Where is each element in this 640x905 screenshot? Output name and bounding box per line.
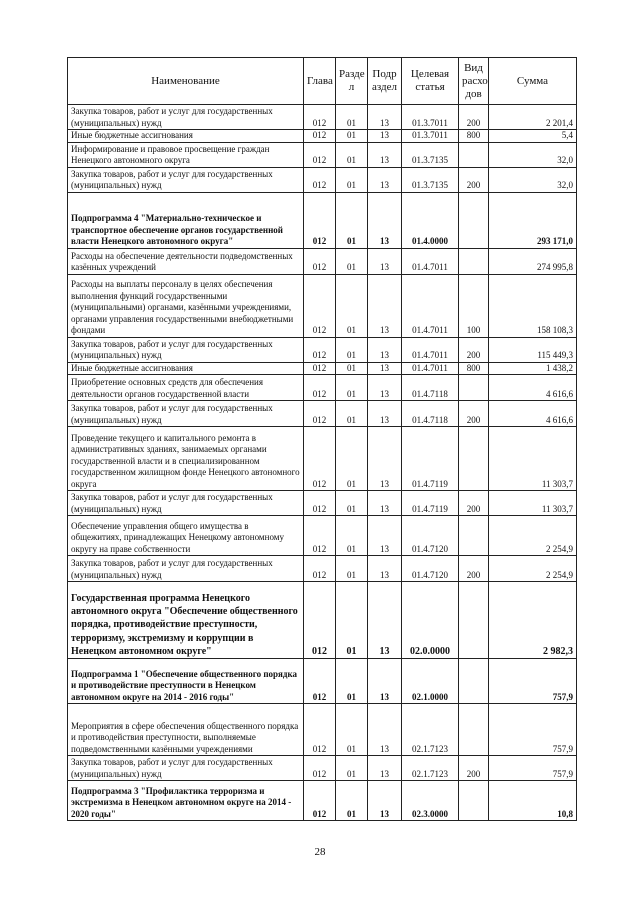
row-sum: 293 171,0	[489, 192, 577, 248]
header-target: Целевая статья	[402, 58, 459, 105]
row-razdel: 01	[336, 337, 368, 362]
row-razdel: 01	[336, 491, 368, 516]
row-target: 01.4.7120	[402, 516, 459, 556]
table-row	[68, 756, 577, 781]
row-sum: 5,4	[489, 130, 577, 143]
row-razdel: 01	[336, 516, 368, 556]
row-razdel: 01	[336, 167, 368, 192]
header-row	[68, 58, 577, 105]
row-sum: 757,9	[489, 756, 577, 781]
row-glava: 012	[304, 375, 336, 401]
row-podrazdel: 13	[368, 781, 402, 821]
row-vid	[459, 582, 489, 659]
row-podrazdel: 13	[368, 659, 402, 704]
header-podrazdel: Подр аздел	[368, 58, 402, 105]
row-razdel: 01	[336, 582, 368, 659]
row-vid	[459, 516, 489, 556]
row-target: 01.4.7119	[402, 491, 459, 516]
row-razdel: 01	[336, 362, 368, 375]
row-sum: 4 616,6	[489, 375, 577, 401]
row-target: 01.3.7011	[402, 130, 459, 143]
row-razdel: 01	[336, 375, 368, 401]
row-glava: 012	[304, 192, 336, 248]
row-sum: 158 108,3	[489, 274, 577, 337]
row-podrazdel: 13	[368, 582, 402, 659]
row-sum: 2 982,3	[489, 582, 577, 659]
row-podrazdel: 13	[368, 704, 402, 756]
row-sum: 757,9	[489, 659, 577, 704]
table-row	[68, 167, 577, 192]
row-podrazdel: 13	[368, 427, 402, 491]
row-vid	[459, 192, 489, 248]
row-target: 01.4.7011	[402, 362, 459, 375]
row-name: Подпрограмма 1 "Обеспечение общественного порядка и противодействие преступности в Ненецком автономном округе на 2014 - 2016 годы"	[68, 659, 304, 704]
row-name: Закупка товаров, работ и услуг для государственных (муниципальных) нужд	[68, 337, 304, 362]
row-podrazdel: 13	[368, 516, 402, 556]
row-name: Иные бюджетные ассигнования	[68, 130, 304, 143]
row-target: 01.3.7135	[402, 142, 459, 167]
row-podrazdel: 13	[368, 556, 402, 582]
header-glava: Глава	[304, 58, 336, 105]
row-name: Закупка товаров, работ и услуг для государственных (муниципальных) нужд	[68, 556, 304, 582]
row-name: Закупка товаров, работ и услуг для государственных (муниципальных) нужд	[68, 491, 304, 516]
table-row	[68, 781, 577, 821]
table-row	[68, 516, 577, 556]
table-row	[68, 142, 577, 167]
table-row	[68, 274, 577, 337]
row-glava: 012	[304, 248, 336, 274]
table-row	[68, 659, 577, 704]
row-podrazdel: 13	[368, 401, 402, 427]
row-podrazdel: 13	[368, 362, 402, 375]
row-target: 02.3.0000	[402, 781, 459, 821]
row-glava: 012	[304, 401, 336, 427]
table-row	[68, 130, 577, 143]
row-target: 01.4.7118	[402, 375, 459, 401]
row-sum: 757,9	[489, 704, 577, 756]
row-podrazdel: 13	[368, 337, 402, 362]
row-glava: 012	[304, 105, 336, 130]
row-target: 02.1.7123	[402, 756, 459, 781]
row-target: 02.1.7123	[402, 704, 459, 756]
row-podrazdel: 13	[368, 375, 402, 401]
row-glava: 012	[304, 756, 336, 781]
header-sum: Сумма	[489, 58, 577, 105]
row-razdel: 01	[336, 756, 368, 781]
row-name: Закупка товаров, работ и услуг для государственных (муниципальных) нужд	[68, 756, 304, 781]
row-target: 02.0.0000	[402, 582, 459, 659]
table-row	[68, 704, 577, 756]
row-name: Обеспечение управления общего имущества в общежитиях, принадлежащих Ненецкому автономному округу на праве собственности	[68, 516, 304, 556]
row-sum: 32,0	[489, 167, 577, 192]
row-razdel: 01	[336, 781, 368, 821]
row-glava: 012	[304, 556, 336, 582]
row-name: Проведение текущего и капитального ремонта в административных зданиях, занимаемых органами государственной власти и в специализированном государственном жилищном фонде Ненецкого автономного округа	[68, 427, 304, 491]
row-vid	[459, 781, 489, 821]
header-name: Наименование	[68, 58, 304, 105]
row-glava: 012	[304, 167, 336, 192]
row-sum: 274 995,8	[489, 248, 577, 274]
table-row	[68, 401, 577, 427]
row-razdel: 01	[336, 659, 368, 704]
row-podrazdel: 13	[368, 274, 402, 337]
row-target: 01.4.7118	[402, 401, 459, 427]
row-razdel: 01	[336, 427, 368, 491]
row-glava: 012	[304, 142, 336, 167]
row-target: 02.1.0000	[402, 659, 459, 704]
row-razdel: 01	[336, 192, 368, 248]
row-podrazdel: 13	[368, 142, 402, 167]
row-podrazdel: 13	[368, 130, 402, 143]
row-sum: 2 254,9	[489, 556, 577, 582]
row-glava: 012	[304, 274, 336, 337]
table-row	[68, 192, 577, 248]
row-sum: 115 449,3	[489, 337, 577, 362]
table-row	[68, 337, 577, 362]
row-razdel: 01	[336, 556, 368, 582]
table-row	[68, 582, 577, 659]
row-target: 01.4.0000	[402, 192, 459, 248]
row-vid: 200	[459, 756, 489, 781]
table-row	[68, 375, 577, 401]
row-target: 01.3.7011	[402, 105, 459, 130]
row-name: Расходы на выплаты персоналу в целях обеспечения выполнения функций государственными (муниципальными) органами, казёнными учреждениями, органами управления государственными внебюджетными фондами	[68, 274, 304, 337]
row-name: Государственная программа Ненецкого автономного округа "Обеспечение общественного порядка, противодействие преступности, терроризму, экстремизму и коррупции в Ненецком автономном округе"	[68, 582, 304, 659]
table-row	[68, 248, 577, 274]
row-target: 01.3.7135	[402, 167, 459, 192]
row-razdel: 01	[336, 401, 368, 427]
row-name: Информирование и правовое просвещение граждан Ненецкого автономного округа	[68, 142, 304, 167]
row-vid	[459, 375, 489, 401]
row-sum: 2 254,9	[489, 516, 577, 556]
row-name: Иные бюджетные ассигнования	[68, 362, 304, 375]
row-podrazdel: 13	[368, 167, 402, 192]
row-name: Подпрограмма 3 "Профилактика терроризма и экстремизма в Ненецком автономном округе на 2014 - 2020 годы"	[68, 781, 304, 821]
row-vid	[459, 704, 489, 756]
row-razdel: 01	[336, 105, 368, 130]
header-razdel: Разде л	[336, 58, 368, 105]
row-target: 01.4.7011	[402, 248, 459, 274]
row-vid: 800	[459, 362, 489, 375]
row-name: Подпрограмма 4 "Материально-техническое и транспортное обеспечение органов государственной власти Ненецкого автономного округа"	[68, 192, 304, 248]
row-sum: 11 303,7	[489, 427, 577, 491]
page-number: 28	[314, 846, 326, 858]
row-vid: 200	[459, 401, 489, 427]
row-podrazdel: 13	[368, 192, 402, 248]
row-glava: 012	[304, 130, 336, 143]
row-glava: 012	[304, 362, 336, 375]
row-razdel: 01	[336, 704, 368, 756]
row-vid: 100	[459, 274, 489, 337]
row-name: Закупка товаров, работ и услуг для государственных (муниципальных) нужд	[68, 105, 304, 130]
table-row	[68, 427, 577, 491]
table-row	[68, 105, 577, 130]
row-vid	[459, 659, 489, 704]
row-glava: 012	[304, 491, 336, 516]
row-glava: 012	[304, 704, 336, 756]
row-sum: 4 616,6	[489, 401, 577, 427]
row-vid	[459, 427, 489, 491]
row-podrazdel: 13	[368, 491, 402, 516]
budget-table	[67, 57, 577, 821]
row-sum: 11 303,7	[489, 491, 577, 516]
row-glava: 012	[304, 781, 336, 821]
row-glava: 012	[304, 516, 336, 556]
row-podrazdel: 13	[368, 248, 402, 274]
row-target: 01.4.7011	[402, 274, 459, 337]
row-name: Приобретение основных средств для обеспечения деятельности органов государственной власти	[68, 375, 304, 401]
row-glava: 012	[304, 337, 336, 362]
row-vid: 200	[459, 556, 489, 582]
table-row	[68, 362, 577, 375]
row-vid: 200	[459, 105, 489, 130]
row-glava: 012	[304, 659, 336, 704]
row-razdel: 01	[336, 142, 368, 167]
row-sum: 2 201,4	[489, 105, 577, 130]
row-target: 01.4.7011	[402, 337, 459, 362]
row-name: Закупка товаров, работ и услуг для государственных (муниципальных) нужд	[68, 167, 304, 192]
header-vid: Вид расхо дов	[459, 58, 489, 105]
row-target: 01.4.7119	[402, 427, 459, 491]
row-sum: 10,8	[489, 781, 577, 821]
row-razdel: 01	[336, 130, 368, 143]
row-name: Закупка товаров, работ и услуг для государственных (муниципальных) нужд	[68, 401, 304, 427]
row-name: Мероприятия в сфере обеспечения общественного порядка и противодействия преступности, выполняемые подведомственными казёнными учреждениями	[68, 704, 304, 756]
row-razdel: 01	[336, 274, 368, 337]
row-vid	[459, 248, 489, 274]
table-row	[68, 491, 577, 516]
row-glava: 012	[304, 427, 336, 491]
row-vid	[459, 142, 489, 167]
row-razdel: 01	[336, 248, 368, 274]
row-podrazdel: 13	[368, 756, 402, 781]
row-vid: 200	[459, 337, 489, 362]
row-name: Расходы на обеспечение деятельности подведомственных казённых учреждений	[68, 248, 304, 274]
row-glava: 012	[304, 582, 336, 659]
table-row	[68, 556, 577, 582]
row-vid: 200	[459, 167, 489, 192]
row-vid: 200	[459, 491, 489, 516]
row-sum: 1 438,2	[489, 362, 577, 375]
row-vid: 800	[459, 130, 489, 143]
row-podrazdel: 13	[368, 105, 402, 130]
row-sum: 32,0	[489, 142, 577, 167]
row-target: 01.4.7120	[402, 556, 459, 582]
